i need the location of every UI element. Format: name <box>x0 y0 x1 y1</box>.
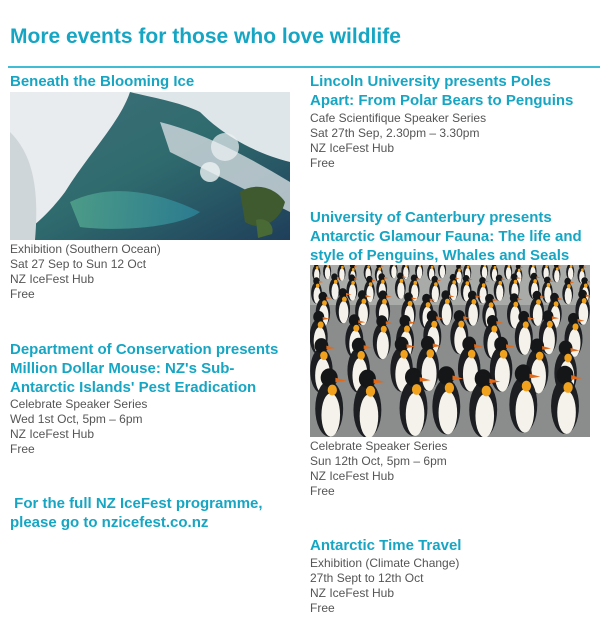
full-programme-link[interactable]: For the full NZ IceFest programme, please go to nzicefest.co.nz <box>10 495 263 531</box>
event-title-blooming-ice[interactable]: Beneath the Blooming Ice <box>10 73 195 90</box>
event-details-glamour-fauna: Celebrate Speaker Series Sun 12th Oct, 5pm – 6pm NZ IceFest Hub Free <box>310 439 448 498</box>
event-title-poles-apart[interactable]: Lincoln University presents Poles Apart: From Polar Bears to Penguins <box>310 73 574 109</box>
event-details-poles-apart: Cafe Scientifique Speaker Series Sat 27th Sep, 2.30pm – 3.30pm NZ IceFest Hub Free <box>310 111 487 170</box>
satellite-image <box>10 92 290 240</box>
penguin-colony-image <box>310 265 590 437</box>
event-details-million-dollar-mouse: Celebrate Speaker Series Wed 1st Oct, 5pm – 6pm NZ IceFest Hub Free <box>10 397 148 456</box>
event-title-glamour-fauna[interactable]: University of Canterbury presents Antarctic Glamour Fauna: The life and style of Penguins, Whales and Seals <box>310 209 582 264</box>
event-details-time-travel: Exhibition (Climate Change) 27th Sept to 12th Oct NZ IceFest Hub Free <box>310 556 460 615</box>
event-title-time-travel[interactable]: Antarctic Time Travel <box>310 537 462 554</box>
event-title-million-dollar-mouse[interactable]: Department of Conservation presents Million Dollar Mouse: NZ's Sub- Antarctic Islands' Pest Eradication <box>10 341 279 396</box>
event-details-blooming-ice: Exhibition (Southern Ocean) Sat 27 Sep to Sun 12 Oct NZ IceFest Hub Free <box>10 242 161 301</box>
title-divider <box>8 66 600 68</box>
page-title: More events for those who love wildlife <box>10 25 401 48</box>
